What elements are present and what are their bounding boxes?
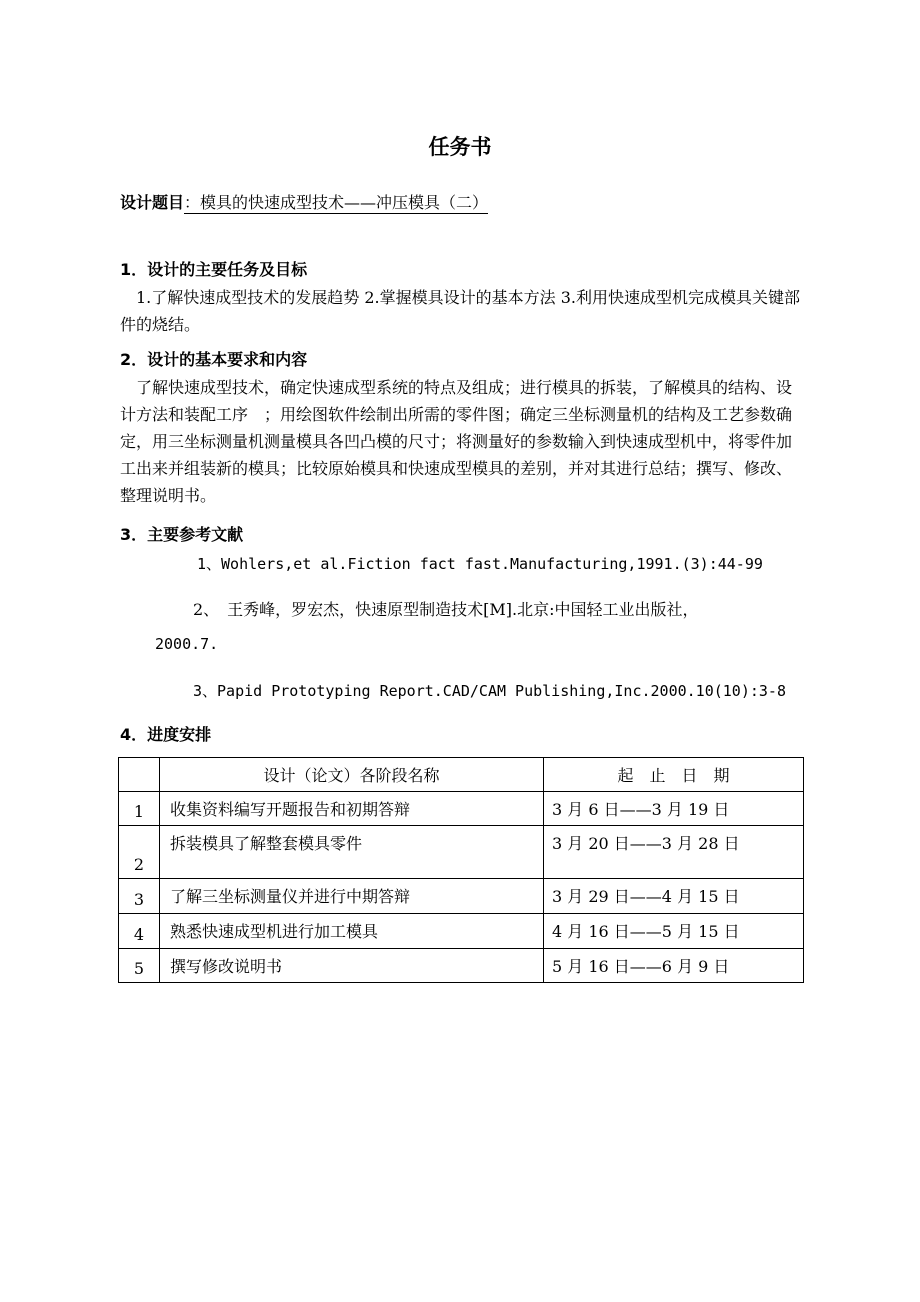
schedule-row-dates: 3 月 29 日——4 月 15 日 bbox=[544, 879, 804, 914]
reference-2-continued: 2000.7. bbox=[155, 635, 219, 653]
schedule-row-stage: 收集资料编写开题报告和初期答辩 bbox=[160, 792, 544, 826]
schedule-row-stage: 熟悉快速成型机进行加工模具 bbox=[160, 914, 544, 949]
schedule-header-number bbox=[119, 758, 160, 792]
schedule-header-stage: 设计（论文）各阶段名称 bbox=[160, 758, 544, 792]
schedule-row bbox=[119, 879, 804, 914]
schedule-row-number: 3 bbox=[119, 879, 160, 914]
schedule-row-stage: 了解三坐标测量仪并进行中期答辩 bbox=[160, 879, 544, 914]
design-subject-value: ：模具的快速成型技术——冲压模具（二） bbox=[184, 193, 489, 212]
schedule-header-row bbox=[119, 758, 804, 792]
schedule-row bbox=[119, 826, 804, 879]
schedule-row-stage: 拆装模具了解整套模具零件 bbox=[160, 826, 544, 879]
reference-1: 1、Wohlers,et al.Fiction fact fast.Manufacturing,1991.(3):44-99 bbox=[197, 555, 763, 573]
section-3-heading: 3．主要参考文献 bbox=[120, 525, 244, 544]
schedule-row-number: 5 bbox=[119, 949, 160, 983]
schedule-row-number: 4 bbox=[119, 914, 160, 949]
schedule-header-dates: 起 止 日 期 bbox=[544, 758, 804, 792]
design-subject-label: 设计题目 bbox=[120, 193, 185, 212]
schedule-row-dates: 5 月 16 日——6 月 9 日 bbox=[544, 949, 804, 983]
schedule-row-dates: 3 月 6 日——3 月 19 日 bbox=[544, 792, 804, 826]
schedule-row-number: 1 bbox=[119, 792, 160, 826]
schedule-row-dates: 4 月 16 日——5 月 15 日 bbox=[544, 914, 804, 949]
section-2-heading: 2．设计的基本要求和内容 bbox=[120, 350, 308, 369]
document-title: 任务书 bbox=[428, 135, 492, 159]
schedule-row bbox=[119, 792, 804, 826]
reference-3: 3、Papid Prototyping Report.CAD/CAM Publishing,Inc.2000.10(10):3-8 bbox=[193, 682, 786, 700]
schedule-row-stage: 撰写修改说明书 bbox=[160, 949, 544, 983]
schedule-row bbox=[119, 914, 804, 949]
section-2-body: 了解快速成型技术，确定快速成型系统的特点及组成；进行模具的拆装，了解模具的结构、设计方法和装配工序 ；用绘图软件绘制出所需的零件图；确定三坐标测量机的结构及工艺参数确定，用三坐标测量机测量模具各凹凸模的尺寸；将测量好的参数输入到快速成型机中，将零件加工出来并组装新的模具；比较原始模具和快速成型模具的差别，并对其进行总结；撰写、修改、整理说明书。 bbox=[120, 378, 793, 505]
schedule-table bbox=[118, 757, 804, 983]
section-4-heading: 4．进度安排 bbox=[120, 725, 212, 744]
schedule-row bbox=[119, 949, 804, 983]
schedule-row-number: 2 bbox=[119, 826, 160, 879]
schedule-row-dates: 3 月 20 日——3 月 28 日 bbox=[544, 826, 804, 879]
design-subject bbox=[120, 190, 488, 213]
reference-2: 2、 王秀峰，罗宏杰，快速原型制造技术[M].北京:中国轻工业出版社， bbox=[193, 600, 699, 619]
section-1-heading: 1．设计的主要任务及目标 bbox=[120, 260, 308, 279]
section-1-body: 1.了解快速成型技术的发展趋势 2.掌握模具设计的基本方法 3.利用快速成型机完成模具关键部件的烧结。 bbox=[120, 288, 800, 334]
